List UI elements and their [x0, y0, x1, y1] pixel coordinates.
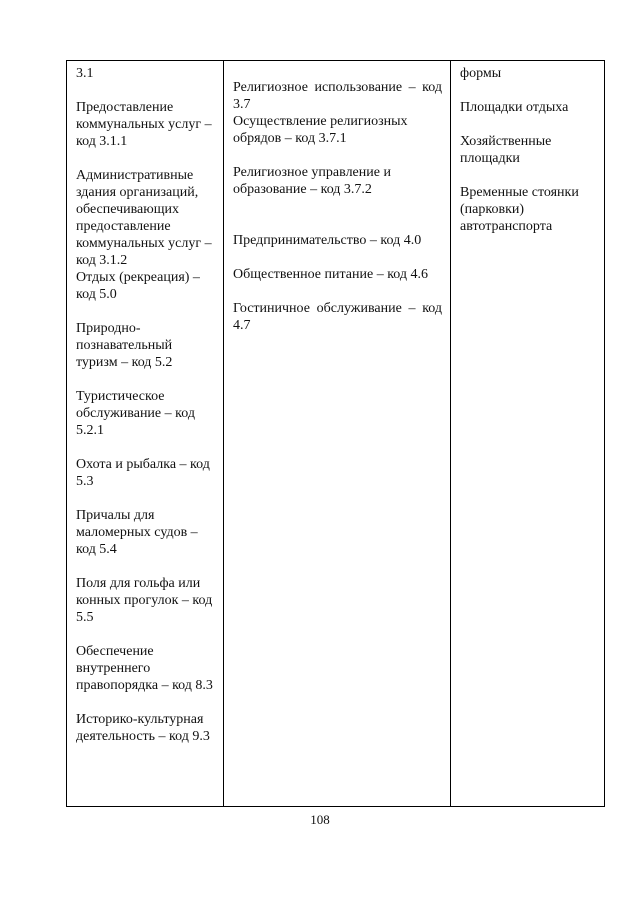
table-cell-text: Причалы для маломерных судов – код 5.4: [76, 508, 198, 557]
table-cell-text: Осуществление религиозных обрядов – код 3.7.1: [233, 114, 408, 146]
table-cell-text: Временные стоянки (парковки) автотранспорта: [460, 185, 579, 234]
table-cell-text: Общественное питание – код 4.6: [233, 267, 429, 282]
table-cell-text: Религиозное управление и образование – код 3.7.2: [233, 165, 391, 197]
table-cell-text: Религиозное использование – код 3.7: [233, 80, 442, 112]
table-cell-text: Гостиничное обслуживание – код 4.7: [233, 301, 442, 333]
page-number: 108: [310, 812, 330, 827]
table-cell-text: Хозяйственные площадки: [460, 134, 552, 166]
table-cell-text: формы: [460, 66, 502, 81]
table-cell-text: Административные здания организаций, обеспечивающих предоставление коммунальных услуг – код 3.1.2: [76, 168, 212, 268]
table-column-auxiliary-use: [451, 61, 606, 806]
table-cell-text: Площадки отдыха: [460, 100, 569, 115]
table-cell-text: Природно-познавательный туризм – код 5.2: [76, 321, 173, 370]
table-cell-text: Предпринимательство – код 4.0: [233, 233, 422, 248]
table-cell-text: Поля для гольфа или конных прогулок – код 5.5: [76, 576, 213, 625]
table-cell-text: Предоставление коммунальных услуг – код 3.1.1: [76, 100, 212, 149]
table-cell-text: Туристическое обслуживание – код 5.2.1: [76, 389, 195, 438]
table-cell-text: Обеспечение внутреннего правопорядка – код 8.3: [76, 644, 213, 693]
land-use-table: [66, 60, 605, 807]
table-cell-text: Историко-культурная деятельность – код 9.3: [76, 712, 210, 744]
table-cell-text: Охота и рыбалка – код 5.3: [76, 457, 210, 489]
table-cell-text: 3.1: [76, 66, 94, 81]
table-cell-text: Отдых (рекреация) – код 5.0: [76, 270, 200, 302]
table-column-main-use: [67, 61, 224, 806]
table-column-conditional-use: [224, 61, 451, 806]
